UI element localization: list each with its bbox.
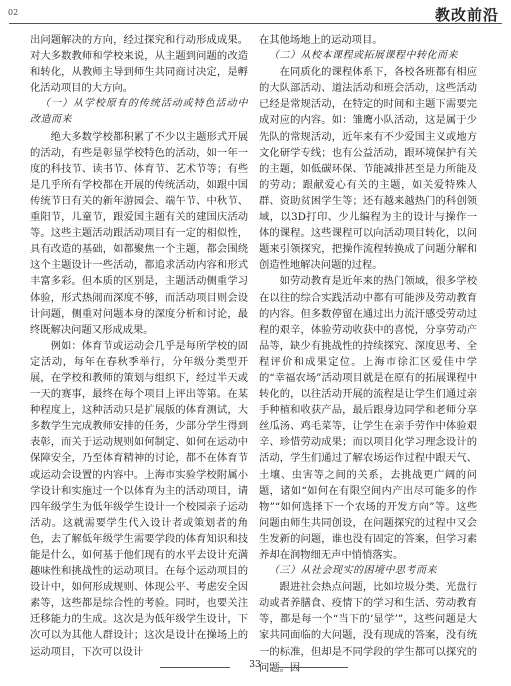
section-title: 教改前沿 <box>434 6 499 24</box>
paragraph: 绝大多数学校都积累了不少以主题形式开展的活动，有些是彰显学校特色的活动，如一年一度的科技节、读书节、体育节、艺术节等；有些是几乎所有学校都在开展的传统活动，如跟中国传统节日有关的新年游园会、端午节、中秋节、重阳节，儿童节，跟爱国主题有关的建国庆活动等。这些主题活动跟活动项目有一定的相似性，具有改造的基础，如都聚焦一个主题，都会围绕这个主题设计一些活动，都追求活动内容和形式丰富多彩。但本质的区别是，主题活动侧重学习体验，形式热闹而深度不够，而活动项目则会设计问题，侧重对问题本身的深度分析和讨论，最终既解决问题又形成成果。 <box>30 130 248 336</box>
right-column <box>259 32 477 676</box>
paragraph: 如劳动教育是近年来的热门领域，很多学校在以往的综合实践活动中都有可能涉及劳动教育的内容。但多数停留在通过出力流汗感受劳动过程的艰辛，体验劳动收获中的喜悦，分享劳动产品等，缺少有挑战性的持续探究、深度思考、全程评价和成果定位。上海市徐汇区爱佳中学的“幸福农场”活动项目就是在原有的拓展课程中转化的，以往活动开展的流程是让学生们通过亲手种植和收获产品，最后跟身边同学和老师分享丝瓜汤、鸡毛菜等，让学生在亲手劳作中体验艰辛、珍惜劳动成果；而以项目化学习理念设计的活动，学生们通过了解农场运作过程中跟天气、土壤、虫害等之间的关系，去挑战更广阔的问题，诸如“如何在有限空间内产出尽可能多的作物”“如何选择下一个农场的开发方向”等。这些问题由师生共同创设，在问题探究的过程中又会生发新的问题，谁也没有固定的答案，但学习素养却在润物细无声中悄悄落实。 <box>259 275 477 561</box>
page-number: 33 <box>249 660 261 670</box>
paragraph-continuation: 在其他场地上的运动项目。 <box>259 34 383 46</box>
section-heading: （二）从校本课程或拓展课程中转化而来 <box>269 50 458 62</box>
header-divider <box>9 23 502 24</box>
page-footer <box>0 660 511 674</box>
left-column <box>30 32 248 660</box>
footer-divider-left <box>160 667 230 668</box>
footer-divider-right <box>278 667 348 668</box>
header-mark: 02 <box>8 8 19 17</box>
section-heading: （三）从社会现实的困境中思考而来 <box>269 565 437 577</box>
paragraph: 跟进社会热点问题，比如垃圾分类、光盘行动或者养膳食、疫情下的学习和生活、劳动教育等，都是每一个“当下的‘显学’”，这些问题是大家共同面临的大问题，没有现成的答案，没有统一的标准，但却是不同学段的学生都可以探究的问题。因 <box>259 581 477 674</box>
paragraph: 例如：体育节或运动会几乎是每所学校的固定活动，每年在春秋季举行，分年级分类型开展，在学校和教师的策划与组织下，经过半天或一天的赛事，最终在每个项目上评出等第。在某种程度上，这种活动只是扩展版的体育测试，大多数学生完成教师安排的任务，少部分学生得到表彰，而关于运动规则如何制定、如何在运动中保障安全，乃至体育精神的讨论，都不在体育节或运动会设置的内容中。上海市实验学校附属小学设计和实施过一个以体育为主的活动项目，请四年级学生为低年级学生设计一个校园亲子运动活动。这就需要学生代入设计者或策划者的角色，去了解低年级学生需要学段的体育知识和技能是什么，如何基于他们现有的水平去设计充满趣味性和挑战性的运动项目。在每个运动项目的设计中，如何形成规则、体现公平、考虑安全因素等，这些都是综合性的考验。同时，也要关注迁移能力的生成。这次是为低年级学生设计，下次可以为其他人群设计；这次是设计在操场上的运动项目，下次可以设计 <box>30 339 248 658</box>
paragraph-continuation: 出问题解决的方向，经过探究和行动形成成果。对大多数教师和学校来说，从主题到问题的改造和转化，从教师主导到师生共同商讨决定，是孵化活动项目的大方向。 <box>30 34 248 95</box>
paragraph: 在同质化的课程体系下，各校各班都有相应的大队部活动、道法活动和班会活动，这些活动已经是常规活动，在特定的时间和主题下需要完成对应的内容。如：雏鹰小队活动，这是属于少先队的常规活动，近年来有不少爱国主义或地方文化研学专线；也有公益活动，跟环境保护有关的主题，如低碳环保、节能减排甚至是力所能及的劳动；跟献爱心有关的主题，如关爱特殊人群、资助贫困学生等；还有越来越热门的科创领域，以3D打印、少儿编程为主的设计与操作一体的课程。这些课程可以向活动项目转化，以问题来引领探究，把操作流程转换成了问题分解和创造性地解决问题的过程。 <box>259 66 477 272</box>
section-heading: （一）从学校原有的传统活动或特色活动中改造而来 <box>30 98 248 126</box>
